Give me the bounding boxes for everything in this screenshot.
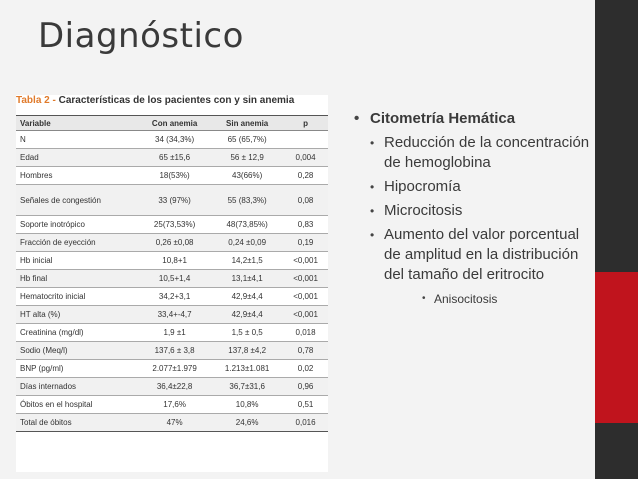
table-header-row: [16, 116, 328, 131]
table-cell: 1,5 ± 0,5: [211, 324, 283, 342]
table-caption: [16, 95, 294, 106]
table-cell: 48(73,85%): [211, 216, 283, 234]
table-cell: 55 (83,3%): [211, 185, 283, 216]
bullet-dot-icon: •: [422, 293, 426, 304]
table-cell: Hb inicial: [16, 252, 138, 270]
table-row: [16, 252, 328, 270]
table-cell: 34 (34,3%): [138, 131, 211, 149]
table-cell: Días internados: [16, 378, 138, 396]
side-bar-accent: [595, 272, 638, 423]
header-variable: Variable: [16, 116, 138, 131]
bullet-item: [352, 201, 592, 221]
table-cell: 1,9 ±1: [138, 324, 211, 342]
table-cell: 65 (65,7%): [211, 131, 283, 149]
table-cell: <0,001: [283, 270, 328, 288]
table-cell: 10,8+1: [138, 252, 211, 270]
table-cell: 0,96: [283, 378, 328, 396]
table-cell: 33,4+-4,7: [138, 306, 211, 324]
table-cell: 0,004: [283, 149, 328, 167]
table-row: [16, 306, 328, 324]
table-row: [16, 270, 328, 288]
table-cell: 0,02: [283, 360, 328, 378]
bullet-dot-icon: •: [370, 204, 375, 218]
table-caption-text: Características de los pacientes con y sin anemia: [58, 95, 295, 106]
side-bar-top: [595, 0, 638, 272]
table-cell: 34,2+3,1: [138, 288, 211, 306]
table-row: [16, 396, 328, 414]
table-cell: Soporte inotrópico: [16, 216, 138, 234]
table-cell: 0,51: [283, 396, 328, 414]
header-p: p: [283, 116, 328, 131]
table-cell: 1.213±1.081: [211, 360, 283, 378]
table-cell: Edad: [16, 149, 138, 167]
bullet-item-text: Aumento del valor porcentual de amplitud en la distribución del tamaño del eritrocito: [384, 226, 580, 283]
bullet-dot-icon: •: [354, 110, 360, 127]
table-cell: BNP (pg/ml): [16, 360, 138, 378]
table-cell: <0,001: [283, 306, 328, 324]
table-cell: 137,8 ±4,2: [211, 342, 283, 360]
table-cell: 2.077±1.979: [138, 360, 211, 378]
table-row: [16, 185, 328, 216]
table-cell: Hombres: [16, 167, 138, 185]
table-cell: 0,28: [283, 167, 328, 185]
table-cell: 43(66%): [211, 167, 283, 185]
table-cell: Hb final: [16, 270, 138, 288]
table-figure: [16, 95, 328, 472]
table-cell: 18(53%): [138, 167, 211, 185]
table-cell: N: [16, 131, 138, 149]
table-cell: 0,19: [283, 234, 328, 252]
bullet-item-text: Microcitosis: [384, 202, 463, 219]
table-cell: 10,5+1,4: [138, 270, 211, 288]
table-cell: 0,78: [283, 342, 328, 360]
table-cell: <0,001: [283, 252, 328, 270]
table-cell: 42,9±4,4: [211, 306, 283, 324]
table-caption-label: Tabla 2 -: [16, 95, 56, 106]
table-row: [16, 324, 328, 342]
table-cell: HT alta (%): [16, 306, 138, 324]
bullet-dot-icon: •: [370, 228, 375, 242]
table-cell: 14,2±1,5: [211, 252, 283, 270]
table-cell: 13,1±4,1: [211, 270, 283, 288]
table-cell: 0,016: [283, 414, 328, 432]
table-cell: 137,6 ± 3,8: [138, 342, 211, 360]
table-cell: <0,001: [283, 288, 328, 306]
table-row: [16, 167, 328, 185]
table-cell: 0,018: [283, 324, 328, 342]
table-cell: [283, 131, 328, 149]
table-row: [16, 131, 328, 149]
table-row: [16, 288, 328, 306]
bullet-sub-item-text: Anisocitosis: [434, 292, 498, 306]
bullet-item-text: Hipocromía: [384, 178, 461, 195]
table-cell: 25(73,53%): [138, 216, 211, 234]
table-cell: 47%: [138, 414, 211, 432]
bullet-heading-text: Citometría Hemática: [370, 110, 516, 127]
table-row: [16, 414, 328, 432]
table-cell: 17,6%: [138, 396, 211, 414]
table-cell: 56 ± 12,9: [211, 149, 283, 167]
table-cell: 24,6%: [211, 414, 283, 432]
table-cell: 36,4±22,8: [138, 378, 211, 396]
bullet-item: [352, 133, 592, 173]
table-row: [16, 342, 328, 360]
table-cell: 33 (97%): [138, 185, 211, 216]
table-cell: Sodio (Meq/l): [16, 342, 138, 360]
table-row: [16, 234, 328, 252]
header-sin-anemia: Sin anemia: [211, 116, 283, 131]
table-cell: Creatinina (mg/dl): [16, 324, 138, 342]
table-cell: Hematocrito inicial: [16, 288, 138, 306]
table-row: [16, 149, 328, 167]
bullet-heading: [352, 110, 592, 127]
bullet-list: [352, 110, 592, 313]
table-cell: 42,9±4,4: [211, 288, 283, 306]
table-cell: 10,8%: [211, 396, 283, 414]
patients-table: [16, 115, 328, 432]
table-row: [16, 360, 328, 378]
table-cell: Total de óbitos: [16, 414, 138, 432]
bullet-item: [352, 177, 592, 197]
bullet-item-text: Reducción de la concentración de hemoglobina: [384, 134, 590, 171]
bullet-dot-icon: •: [370, 136, 375, 150]
slide-title: Diagnóstico: [38, 16, 244, 56]
side-bar-bottom: [595, 423, 638, 479]
table-cell: Señales de congestión: [16, 185, 138, 216]
table-cell: 0,26 ±0,08: [138, 234, 211, 252]
table-cell: 36,7±31,6: [211, 378, 283, 396]
table-cell: 0,24 ±0,09: [211, 234, 283, 252]
table-cell: 0,83: [283, 216, 328, 234]
table-cell: Fracción de eyección: [16, 234, 138, 252]
table-row: [16, 216, 328, 234]
table-cell: Óbitos en el hospital: [16, 396, 138, 414]
table-row: [16, 378, 328, 396]
table-cell: 65 ±15,6: [138, 149, 211, 167]
bullet-item: [352, 225, 592, 309]
bullet-dot-icon: •: [370, 180, 375, 194]
header-con-anemia: Con anemia: [138, 116, 211, 131]
table-cell: 0,08: [283, 185, 328, 216]
bullet-sub-item: [384, 289, 592, 309]
